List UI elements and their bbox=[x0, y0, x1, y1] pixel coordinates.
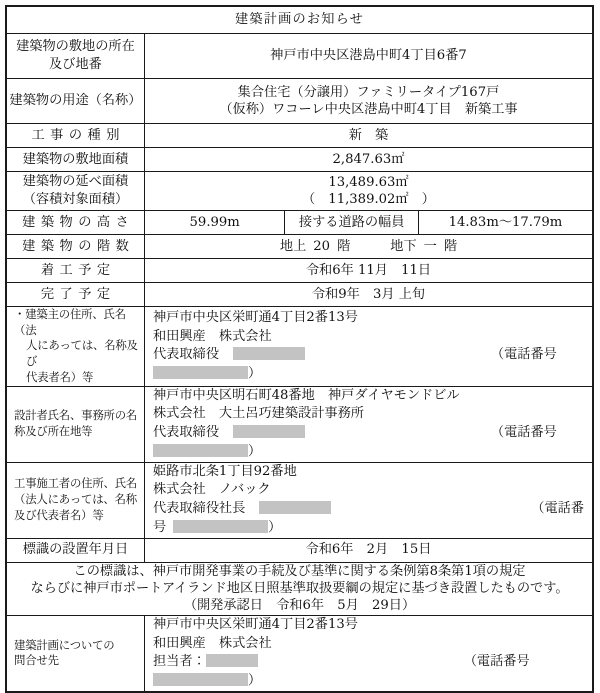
value-finish-date: 令和9年 3月 上旬 bbox=[144, 283, 593, 307]
label-contact bbox=[6, 615, 144, 691]
table-row-designer bbox=[6, 386, 593, 462]
table-row-owner bbox=[6, 307, 593, 387]
floors-below-value: 一 bbox=[423, 238, 437, 254]
value-owner bbox=[144, 307, 593, 387]
contact-tel-redaction bbox=[153, 673, 248, 686]
legal-note-line2: ならびに神戸市ポートアイランド地区日照基準取扱要綱の規定に基づき設置したものです。 bbox=[30, 580, 569, 596]
owner-tel-label: （電話番号 bbox=[490, 347, 557, 363]
floors-below-unit: 階 bbox=[443, 238, 458, 254]
label-owner-line2: 人にあっては、名称及び bbox=[26, 338, 138, 369]
contractor-company: 株式会社 ノバック bbox=[152, 482, 271, 498]
contact-person-label: 担当者： bbox=[152, 654, 206, 670]
value-building-height: 59.99m bbox=[144, 211, 284, 235]
table-row-sign-install-date bbox=[6, 538, 593, 562]
owner-tel-redaction bbox=[153, 366, 248, 379]
table-row-work-type bbox=[6, 124, 593, 148]
floors-above-unit: 階 bbox=[337, 238, 351, 254]
value-designer bbox=[144, 386, 593, 462]
table-row-start-date bbox=[6, 259, 593, 283]
table-row-site-area bbox=[6, 148, 593, 172]
contractor-tel-close: ） bbox=[268, 519, 282, 535]
floors-below-label: 地下 bbox=[390, 238, 417, 254]
contractor-tel-label: （電話番号 bbox=[152, 501, 585, 535]
contractor-name-redaction bbox=[259, 501, 331, 514]
designer-tel-close: ） bbox=[247, 443, 262, 459]
designer-name-redaction bbox=[233, 425, 305, 438]
legal-note-line1: この標識は、神戸市開発事業の手続及び基準に関する条例第8条第1項の規定 bbox=[73, 563, 526, 579]
label-site-location-line2: 及び地番 bbox=[49, 57, 102, 72]
owner-address: 神戸市中央区栄町通4丁目2番13号 bbox=[152, 309, 358, 325]
value-total-floor-area-line1: 13,489.63㎡ bbox=[328, 174, 409, 190]
designer-tel-redaction bbox=[153, 444, 248, 457]
label-site-location bbox=[6, 34, 144, 79]
label-building-height: 建築物の高さ bbox=[6, 211, 144, 235]
table-row-title bbox=[6, 6, 593, 34]
designer-tel-label: （電話番号 bbox=[490, 425, 557, 441]
label-total-floor-area-line1: 建築物の延べ面積 bbox=[22, 174, 129, 190]
contact-company: 和田興産 株式会社 bbox=[152, 635, 272, 651]
contact-tel-close: ） bbox=[247, 673, 262, 689]
designer-title-label: 代表取締役 bbox=[152, 425, 219, 441]
value-road-width: 14.83m～17.79m bbox=[418, 211, 593, 235]
building-plan-notice-table bbox=[5, 5, 594, 693]
label-designer-line1: 設計者氏名、事務所の名 bbox=[14, 408, 138, 423]
owner-title-label: 代表取締役 bbox=[152, 347, 219, 363]
floors-above-label: 地上 bbox=[279, 238, 307, 254]
label-contractor-line1: 工事施工者の住所、氏名 bbox=[14, 476, 138, 491]
label-work-type: 工事の種別 bbox=[6, 124, 144, 148]
label-sign-install-date: 標識の設置年月日 bbox=[6, 538, 144, 562]
value-total-floor-area-line2: （ 11,389.02㎡ ） bbox=[301, 192, 435, 207]
value-total-floor-area bbox=[144, 172, 593, 211]
label-site-area: 建築物の敷地面積 bbox=[6, 148, 144, 172]
designer-address: 神戸市中央区明石町48番地 神戸ダイヤモンドビル bbox=[152, 387, 460, 403]
value-floor-count bbox=[144, 235, 593, 259]
label-contact-line2: 問合せ先 bbox=[14, 653, 59, 668]
floors-above-ground bbox=[280, 239, 350, 254]
page-title: 建築計画のお知らせ bbox=[6, 6, 593, 34]
label-finish-date: 完了予定 bbox=[6, 283, 144, 307]
value-sign-install-date: 令和6年 2月 15日 bbox=[144, 538, 593, 562]
owner-company: 和田興産 株式会社 bbox=[152, 328, 272, 344]
contractor-address: 姫路市北条1丁目92番地 bbox=[152, 463, 297, 479]
label-total-floor-area bbox=[6, 172, 144, 211]
label-total-floor-area-line2: （容積対象面積） bbox=[22, 192, 129, 207]
label-contractor-line3: 及び代表者名）等 bbox=[14, 507, 104, 522]
label-floor-count: 建築物の階数 bbox=[6, 235, 144, 259]
owner-tel-close: ） bbox=[247, 366, 262, 382]
label-contact-line1: 建築計画についての bbox=[14, 637, 115, 652]
label-owner-line3: 代表者名）等 bbox=[26, 369, 94, 384]
contractor-title-label: 代表取締役社長 bbox=[152, 501, 246, 517]
table-row-site-location bbox=[6, 34, 593, 79]
label-building-use: 建築物の用途（名称） bbox=[6, 79, 144, 124]
value-work-type: 新 築 bbox=[144, 124, 593, 148]
table-row-height bbox=[6, 211, 593, 235]
designer-company: 株式会社 大土呂巧建築設計事務所 bbox=[152, 406, 364, 422]
table-row-legal-note bbox=[6, 562, 593, 615]
contractor-representative-line bbox=[153, 500, 592, 537]
value-building-use-line1: 集合住宅（分譲用）ファミリータイプ167戸 bbox=[237, 84, 500, 100]
designer-representative-line bbox=[153, 424, 592, 461]
owner-name-redaction bbox=[233, 347, 305, 360]
contractor-tel-redaction bbox=[173, 520, 268, 533]
value-building-use bbox=[144, 79, 593, 124]
floors-below-ground bbox=[390, 239, 457, 254]
label-owner-line1: ・建築主の住所、氏名（法 bbox=[14, 307, 126, 337]
table-row-contractor bbox=[6, 462, 593, 538]
value-building-use-line2: （仮称）ワコーレ中央区港島中町4丁目 新築工事 bbox=[219, 102, 518, 117]
floors-above-value: 20 bbox=[313, 238, 331, 254]
label-designer-line2: 称及び所在地等 bbox=[14, 424, 93, 439]
table-row-floors bbox=[6, 235, 593, 259]
owner-representative-line bbox=[153, 346, 592, 383]
legal-note-line3: （開発承認日 令和6年 5月 29日） bbox=[183, 598, 416, 614]
label-site-location-line1: 建築物の敷地の所在 bbox=[16, 39, 135, 55]
label-contractor bbox=[6, 462, 144, 538]
contact-person-line bbox=[153, 653, 592, 690]
value-site-area: 2,847.63㎡ bbox=[144, 148, 593, 172]
value-contact bbox=[144, 615, 593, 691]
label-designer bbox=[6, 386, 144, 462]
table-row-contact bbox=[6, 615, 593, 691]
label-road-width: 接する道路の幅員 bbox=[285, 211, 418, 235]
contact-tel-label: （電話番号 bbox=[463, 654, 530, 670]
table-row-building-use bbox=[6, 79, 593, 124]
table-row-total-floor-area bbox=[6, 172, 593, 211]
label-owner bbox=[6, 307, 144, 387]
legal-note bbox=[6, 562, 593, 615]
label-start-date: 着工予定 bbox=[6, 259, 144, 283]
value-contractor bbox=[144, 462, 593, 538]
label-contractor-line2: （法人にあっては、名称 bbox=[14, 492, 137, 507]
table-row-finish-date bbox=[6, 283, 593, 307]
contact-address: 神戸市中央区栄町通4丁目2番13号 bbox=[152, 616, 358, 632]
value-site-location: 神戸市中央区港島中町4丁目6番7 bbox=[144, 34, 593, 79]
contact-person-redaction bbox=[206, 654, 258, 667]
value-start-date: 令和6年 11月 11日 bbox=[144, 259, 593, 283]
